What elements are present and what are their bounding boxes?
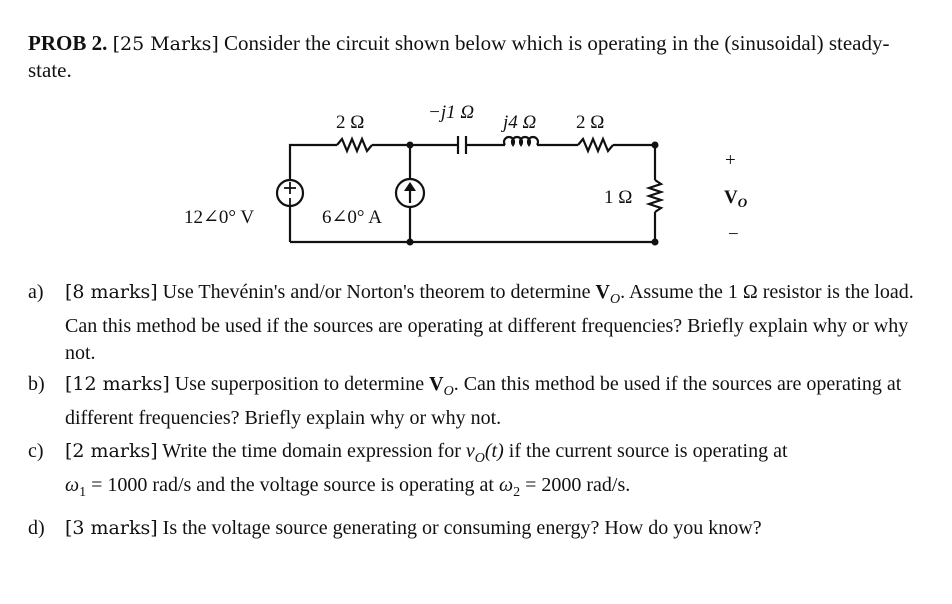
question-a: a) [8 marks] Use Thevénin's and/or Norton's theorem to determine $V_O$. Assume the 1 Ω resistor is the load. Can this method be used if the sources are operating at different frequencies? Briefly explain why or why not. (28, 281, 914, 364)
question-b-label: b) (28, 373, 45, 395)
problem-marks: [25 Marks] (112, 33, 219, 55)
problem-title: PROB 2. (28, 31, 108, 55)
node-dot (652, 142, 659, 149)
resistor-1-ohm (649, 180, 661, 212)
label-r-right: 2 Ω (576, 112, 605, 133)
question-b-marks: [12 marks] (65, 373, 170, 395)
question-c: c) [2 marks] Write the time domain expression for $v_O(t)$ if the current source is operating at $\omega_1 = 1000$ rad/s and the voltage source is operating at $\omega_2 = 2000$ rad/s. (28, 440, 788, 500)
question-a-label: a) (28, 281, 44, 303)
vo-label: $V_O$ (724, 187, 748, 210)
node-dot (407, 142, 414, 149)
question-a-marks: [8 marks] (65, 281, 158, 303)
question-d: d) [3 marks] Is the voltage source generating or consuming energy? How do you know? (28, 515, 928, 542)
label-capacitor: −j1 Ω (428, 102, 475, 123)
arrow-up-icon (404, 182, 416, 191)
vo-plus: + (725, 150, 736, 171)
question-d-marks: [3 marks] (65, 517, 158, 539)
inductor-j4-ohm (504, 137, 538, 145)
resistor-2-ohm-left (337, 139, 372, 151)
label-r-load: 1 Ω (604, 187, 633, 208)
label-r-left: 2 Ω (336, 112, 365, 133)
resistor-2-ohm-right (578, 139, 613, 151)
question-c-marks: [2 marks] (65, 440, 158, 462)
question-d-label: d) (28, 517, 45, 539)
label-current-source: 6∠0° A (322, 207, 382, 228)
node-dot (652, 239, 659, 246)
label-inductor: j4 Ω (503, 112, 537, 133)
node-dot (407, 239, 414, 246)
question-b: b) [12 marks] Use superposition to determine $V_O$. Can this method be used if the sources are operating at different frequencies? Briefly explain why or why not. (28, 373, 902, 429)
label-voltage-source: 12∠0° V (184, 207, 255, 228)
problem-intro: Consider the circuit shown below which is operating in the (sinusoidal) steady-state. (28, 31, 890, 82)
vo-minus: − (728, 224, 739, 245)
question-c-label: c) (28, 440, 44, 462)
